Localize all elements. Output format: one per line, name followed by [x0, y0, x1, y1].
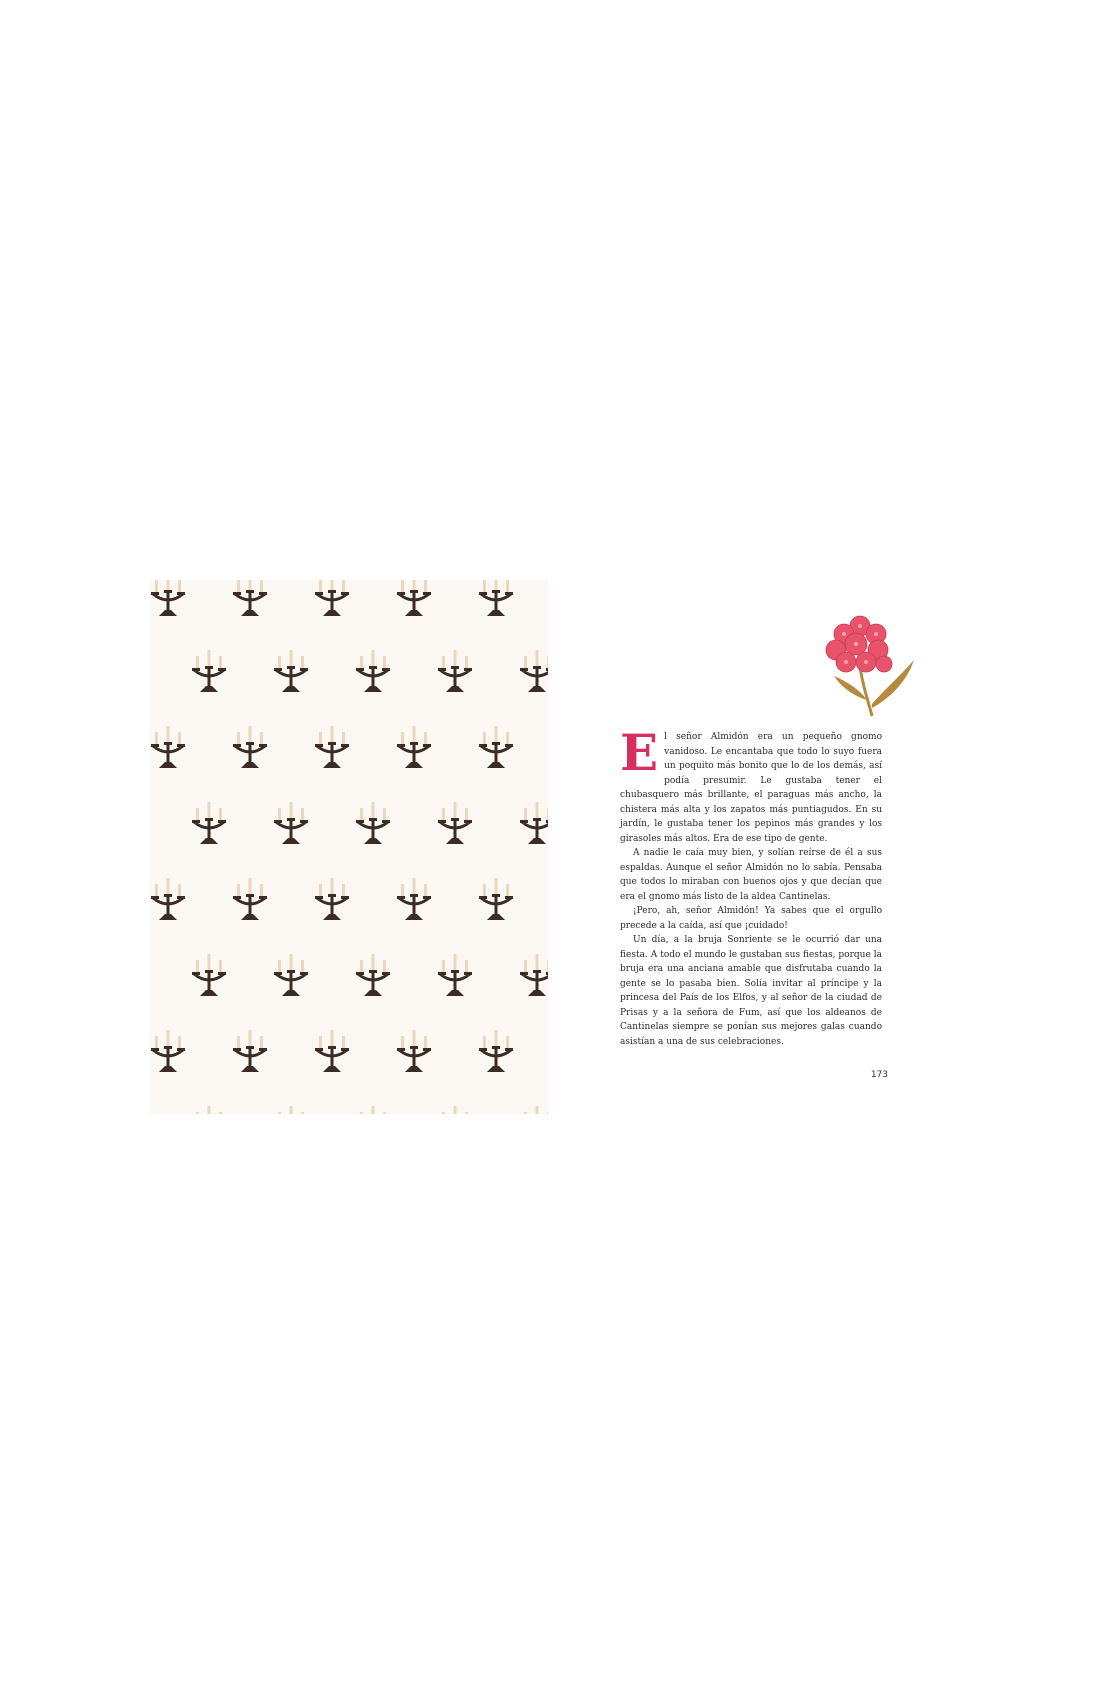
candelabra-icon: [192, 802, 226, 844]
candelabra-icon: [315, 1030, 349, 1072]
paragraph: ¡Pero, ah, señor Almidón! Ya sabes que el orgullo precede a la caída, así que ¡cuidado!: [620, 906, 882, 931]
drop-cap: E: [620, 723, 659, 782]
candelabra-pattern-page: [150, 580, 548, 1114]
candelabra-icon: [274, 802, 308, 844]
candelabra-icon: [520, 802, 548, 844]
candelabra-icon: [151, 726, 185, 768]
candelabra-icon: [397, 580, 431, 616]
candelabra-icon: [520, 954, 548, 996]
candelabra-pattern: [150, 580, 548, 1114]
candelabra-icon: [479, 580, 513, 616]
candelabra-icon: [479, 1030, 513, 1072]
candelabra-icon: [397, 726, 431, 768]
candelabra-icon: [438, 1106, 472, 1114]
candelabra-icon: [315, 878, 349, 920]
candelabra-icon: [520, 1106, 548, 1114]
candelabra-icon: [356, 954, 390, 996]
candelabra-icon: [274, 1106, 308, 1114]
candelabra-icon: [356, 802, 390, 844]
candelabra-icon: [192, 954, 226, 996]
candelabra-icon: [274, 650, 308, 692]
candelabra-icon: [356, 1106, 390, 1114]
candelabra-icon: [520, 650, 548, 692]
candelabra-icon: [233, 878, 267, 920]
candelabra-icon: [151, 1030, 185, 1072]
story-text: [620, 723, 882, 1049]
candelabra-icon: [233, 1030, 267, 1072]
candelabra-icon: [397, 1030, 431, 1072]
candelabra-icon: [151, 878, 185, 920]
candelabra-icon: [438, 650, 472, 692]
story-page: [548, 580, 946, 1114]
candelabra-icon: [315, 580, 349, 616]
hydrangea-flower-icon: [810, 604, 926, 720]
candelabra-icon: [151, 580, 185, 616]
first-paragraph-text: l señor Almidón era un pequeño gnomo vanidoso. Le encantaba que todo lo suyo fuera un poquito más bonito que lo de los demás, así podía presumir. Le gustaba tener el chubasquero más brillante, el paraguas más ancho, la chistera más alta y los zapatos más puntiagudos. En su jardín, le gustaba tener los pepinos más grandes y los girasoles más altos. Era de ese tipo de gente.: [620, 732, 882, 844]
page-number: 173: [870, 1070, 888, 1080]
candelabra-icon: [233, 726, 267, 768]
first-paragraph: [620, 723, 882, 846]
candelabra-icon: [274, 954, 308, 996]
candelabra-icon: [192, 650, 226, 692]
paragraph: A nadie le caía muy bien, y solían reírse de él a sus espaldas. Aunque el señor Almidón no lo sabía. Pensaba que todos lo miraban con buenos ojos y que decían que era el gnomo más listo de la aldea Cantinelas.: [620, 848, 882, 902]
candelabra-icon: [479, 726, 513, 768]
candelabra-icon: [479, 878, 513, 920]
candelabra-icon: [192, 1106, 226, 1114]
candelabra-icon: [315, 726, 349, 768]
candelabra-icon: [438, 954, 472, 996]
paragraph: Un día, a la bruja Sonriente se le ocurrió dar una fiesta. A todo el mundo le gustaban sus fiestas, porque la bruja era una anciana amable que disfrutaba cuando la gente se lo pasaba bien. Solía invitar al príncipe y la princesa del País de los Elfos, y al señor de la ciudad de Prisas y a la señora de Fum, así que los aldeanos de Cantinelas siempre se ponían sus mejores galas cuando asistían a una de sus celebraciones.: [620, 935, 882, 1047]
candelabra-icon: [438, 802, 472, 844]
candelabra-icon: [356, 650, 390, 692]
candelabra-icon: [233, 580, 267, 616]
candelabra-icon: [397, 878, 431, 920]
